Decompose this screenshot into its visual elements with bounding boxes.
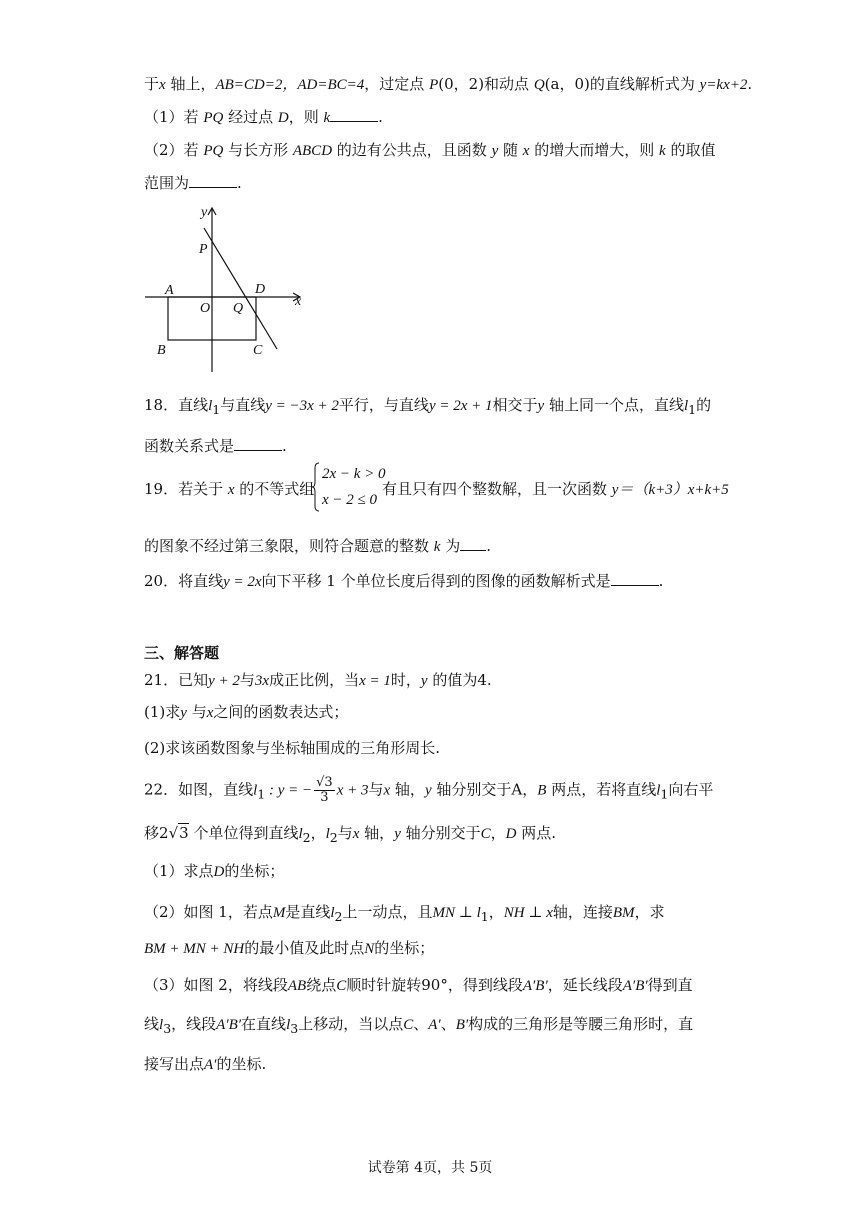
q17-part2: （2）若 PQ 与长方形 ABCD 的边有公共点，且函数 y 随 x 的增大而增大，则 k 的取值 <box>144 141 716 159</box>
label-d: D <box>255 282 266 297</box>
q17-stem-line: 于x 轴上，AB=CD=2，AD=BC=4，过定点 P(0，2)和动点 Q(a，0)的直线解析式为 y=kx+2. <box>144 75 753 93</box>
brace-icon <box>312 462 320 512</box>
label-c: C <box>253 343 263 358</box>
label-y: y <box>201 205 208 220</box>
q21-line1: 21．已知y + 2与3x成正比例，当x = 1时，y 的值为4. <box>144 671 492 689</box>
q22-part2: （2）如图 1，若点M是直线$l_2$上一动点，且MN ⊥ $l_1$，NH ⊥ x轴，连接BM，求 <box>144 903 665 924</box>
label-q: Q <box>233 301 244 316</box>
label-a: A <box>165 283 174 298</box>
label-p: P <box>199 242 208 257</box>
label-b: B <box>157 343 166 358</box>
q22-part3: （3）如图 2，将线段AB绕点C顺时针旋转90°，得到线段A′B′，延长线段A′B′得到直 <box>144 976 693 994</box>
q22-part1: （1）求点D的坐标； <box>144 862 285 880</box>
inequality-2: x − 2 ≤ 0 <box>322 492 378 508</box>
q19-line2: 的图象不经过第三象限，则符合题意的整数 k 为 . <box>144 537 492 555</box>
section-title: 三、解答题 <box>144 644 220 662</box>
label-x: x <box>295 294 302 309</box>
fraction: $\frac{√3}{3}$ <box>316 775 333 805</box>
q18-line2: 函数关系式是 . <box>144 437 287 455</box>
q22-part2-line2: BM + MN + NH的最小值及此时点N的坐标； <box>144 939 435 957</box>
line-pq <box>204 228 277 349</box>
answer-blank[interactable] <box>460 536 486 551</box>
answer-blank[interactable] <box>330 107 378 122</box>
q22-part3-line3: 接写出点A′的坐标. <box>144 1055 267 1073</box>
q17-part2-line2: 范围为 . <box>144 174 242 192</box>
inequality-1: 2x − k > 0 <box>322 466 386 482</box>
q17-part1: （1）若 PQ 经过点 D，则 k . <box>144 108 383 126</box>
q22-line2: 移2√3 个单位得到直线$l_2$，$l_2$与x 轴，y 轴分别交于C，D 两点. <box>144 824 557 845</box>
q21-part2: (2)求该函数图象与坐标轴围成的三角形周长. <box>144 739 441 757</box>
q18-line1: 18．直线$l_1$与直线y = −3x + 2平行，与直线y = 2x + 1相交于y 轴上同一个点，直线$l_1$的 <box>144 396 712 417</box>
answer-blank[interactable] <box>234 436 282 451</box>
q22-part3-line2: 线$l_3$，线段A′B′在直线$l_3$上移动，当以点C、A′、B′构成的三角形是等腰三角形时，直 <box>144 1015 694 1036</box>
q19-line1-tail: 有且只有四个整数解，且一次函数 y＝（k+3）x+k+5 <box>382 480 729 498</box>
rectangle-abcd <box>168 297 256 340</box>
page-footer: 试卷第 4页，共 5页 <box>367 1160 493 1176</box>
x-axis-arrow <box>293 293 300 301</box>
q20-line: 20．将直线y = 2x向下平移 1 个单位长度后得到的图像的函数解析式是 . <box>144 572 664 590</box>
q19-line1: 19．若关于 x 的不等式组 <box>144 480 315 498</box>
q21-part1: (1)求y 与x之间的函数表达式； <box>144 703 349 721</box>
label-o: O <box>200 301 211 316</box>
y-axis-arrow <box>208 208 216 215</box>
answer-blank[interactable] <box>611 571 659 586</box>
q22-line1: 22．如图，直线$l_1$ : y = − $\frac{√3}{3}$ x + 3与x 轴，y 轴分别交于A，B 两点，若将直线$l_1$向右平 <box>144 775 714 805</box>
answer-blank[interactable] <box>189 173 237 188</box>
